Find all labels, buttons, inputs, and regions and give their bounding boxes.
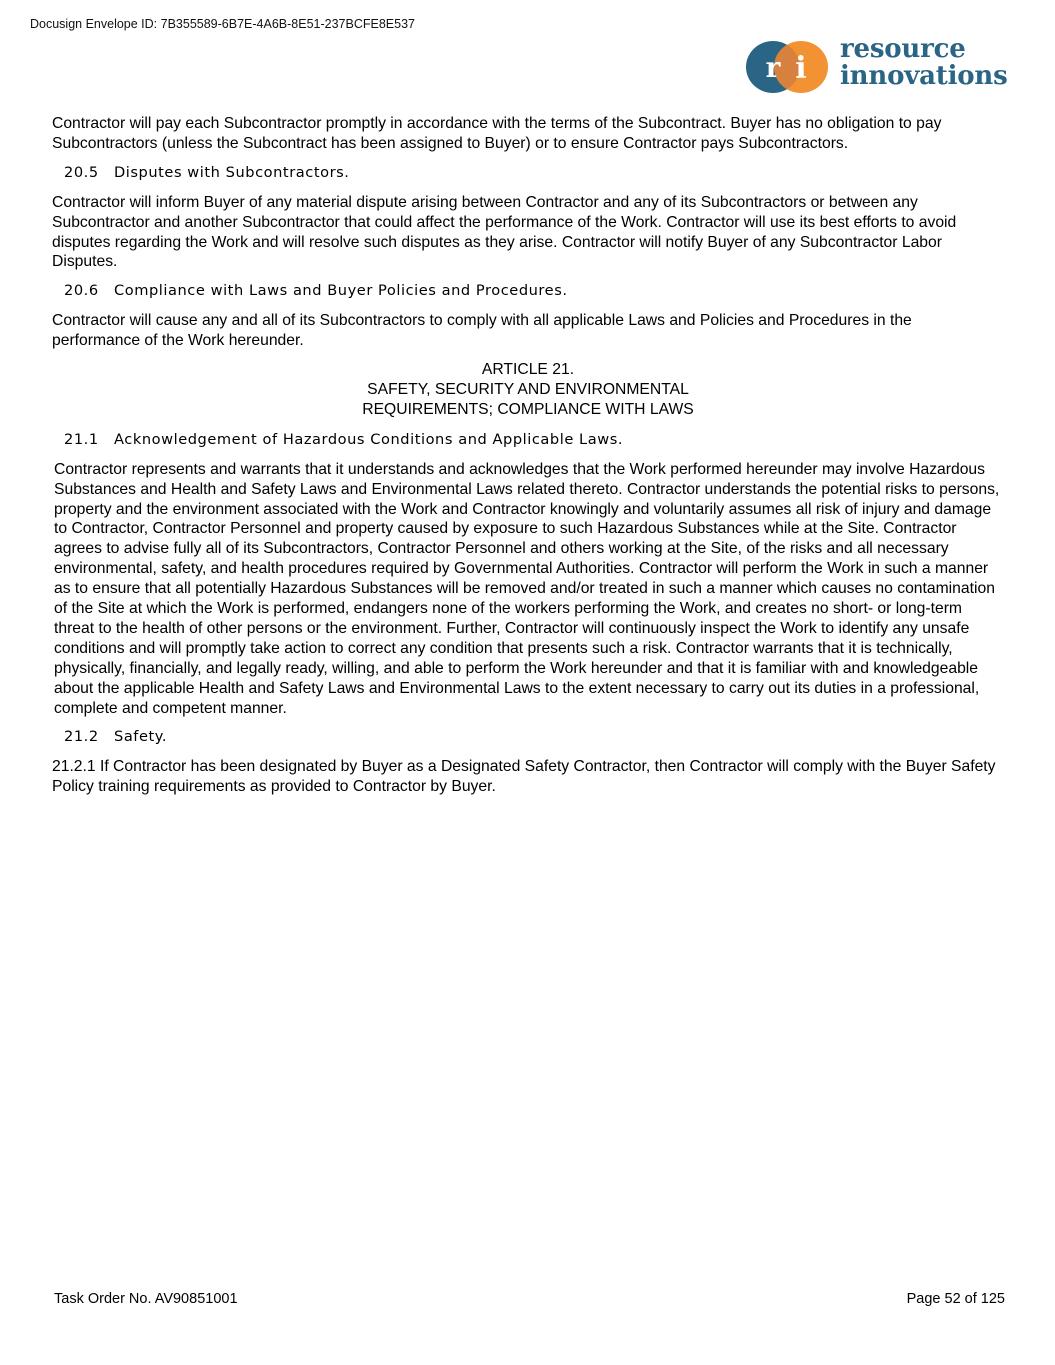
- paragraph-20-6: Contractor will cause any and all of its Subcontractors to comply with all applicable Laws and Policies and Procedures in the performance of the Work hereunder.: [52, 312, 912, 350]
- section-heading-20-5: [64, 163, 1004, 183]
- section-heading-20-6: [64, 281, 1004, 301]
- logo-word-innovations: innovations: [840, 61, 1008, 91]
- resource-innovations-logo: [740, 34, 1012, 98]
- article-title-line-2: REQUIREMENTS; COMPLIANCE WITH LAWS: [362, 400, 694, 418]
- ri-logo-mark-icon: [740, 40, 835, 98]
- article-number: ARTICLE 21.: [481, 361, 575, 379]
- paragraph-20-5: Contractor will inform Buyer of any material dispute arising between Contractor and any of its Subcontractors or between any Subcontractor and another Subcontractor that could affect the performance of the Work. Contractor will use its best efforts to avoid disputes regarding the Work and will resolve such disputes as they arise. Contractor will notify Buyer of any Subcontractor Labor Disputes.: [52, 193, 957, 271]
- section-number: 21.2: [64, 728, 99, 746]
- article-21-heading: [52, 360, 1004, 420]
- logo-letter-i: i: [795, 51, 807, 86]
- paragraph-20-4-continued: Contractor will pay each Subcontractor promptly in accordance with the terms of the Subcontract. Buyer has no obligation to pay Subcontractors (unless the Subcontract has been assigned to Buyer) or to ensure Contractor pays Subcontractors.: [52, 115, 942, 152]
- document-body: [52, 114, 1004, 806]
- section-title: Acknowledgement of Hazardous Conditions and Applicable Laws.: [114, 430, 624, 448]
- logo-letter-r: r: [765, 51, 781, 84]
- section-number: 20.5: [64, 163, 99, 181]
- footer-page-number: Page 52 of 125: [906, 1291, 1005, 1307]
- docusign-envelope-id: Docusign Envelope ID: 7B355589-6B7E-4A6B-8E51-237BCFE8E537: [30, 17, 415, 31]
- logo-word-resource: resource: [840, 34, 966, 64]
- paragraph-21-1: Contractor represents and warrants that it understands and acknowledges that the Work performed hereunder may involve Hazardous Substances and Health and Safety Laws and Environmental Laws related thereto. Contractor understands the potential risks to persons, property and the environment associated with the Work and Contractor knowingly and voluntarily assumes all risk of injury and damage to Contractor, Contractor Personnel and property caused by exposure to such Hazardous Substances while at the Site. Contractor agrees to advise fully all of its Subcontractors, Contractor Personnel and others working at the Site, of the risks and all necessary environmental, safety, and health procedures required by Governmental Authorities. Contractor will perform the Work in such a manner as to ensure that all potentially Hazardous Substances will be removed and/or treated in such a manner which causes no contamination of the Site at which the Work is performed, endangers none of the workers performing the Work, and creates no short- or long-term threat to the health of other persons or the environment. Further, Contractor will continuously inspect the Work to identify any unsafe conditions and will promptly take action to correct any condition that presents such a risk. Contractor warrants that it is technically, physically, financially, and legally ready, willing, and able to perform the Work hereunder and that it is familiar with and knowledgeable about the applicable Health and Safety Laws and Environmental Laws to the extent necessary to carry out its duties in a professional, complete and competent manner.: [54, 460, 1000, 717]
- section-title: Safety.: [114, 728, 168, 746]
- section-title: Disputes with Subcontractors.: [114, 163, 350, 181]
- footer-task-order: Task Order No. AV90851001: [54, 1291, 238, 1307]
- article-title-line-1: SAFETY, SECURITY AND ENVIRONMENTAL: [367, 380, 689, 398]
- section-heading-21-2: [64, 727, 1004, 747]
- section-heading-21-1: [64, 430, 1004, 450]
- logo-wordmark: [840, 36, 1008, 90]
- paragraph-21-2-1: 21.2.1 If Contractor has been designated by Buyer as a Designated Safety Contractor, then Contractor will comply with the Buyer Safety Policy training requirements as provided to Contractor by Buyer.: [52, 758, 996, 796]
- section-number: 20.6: [64, 282, 99, 300]
- section-number: 21.1: [64, 430, 99, 448]
- section-title: Compliance with Laws and Buyer Policies and Procedures.: [114, 282, 568, 300]
